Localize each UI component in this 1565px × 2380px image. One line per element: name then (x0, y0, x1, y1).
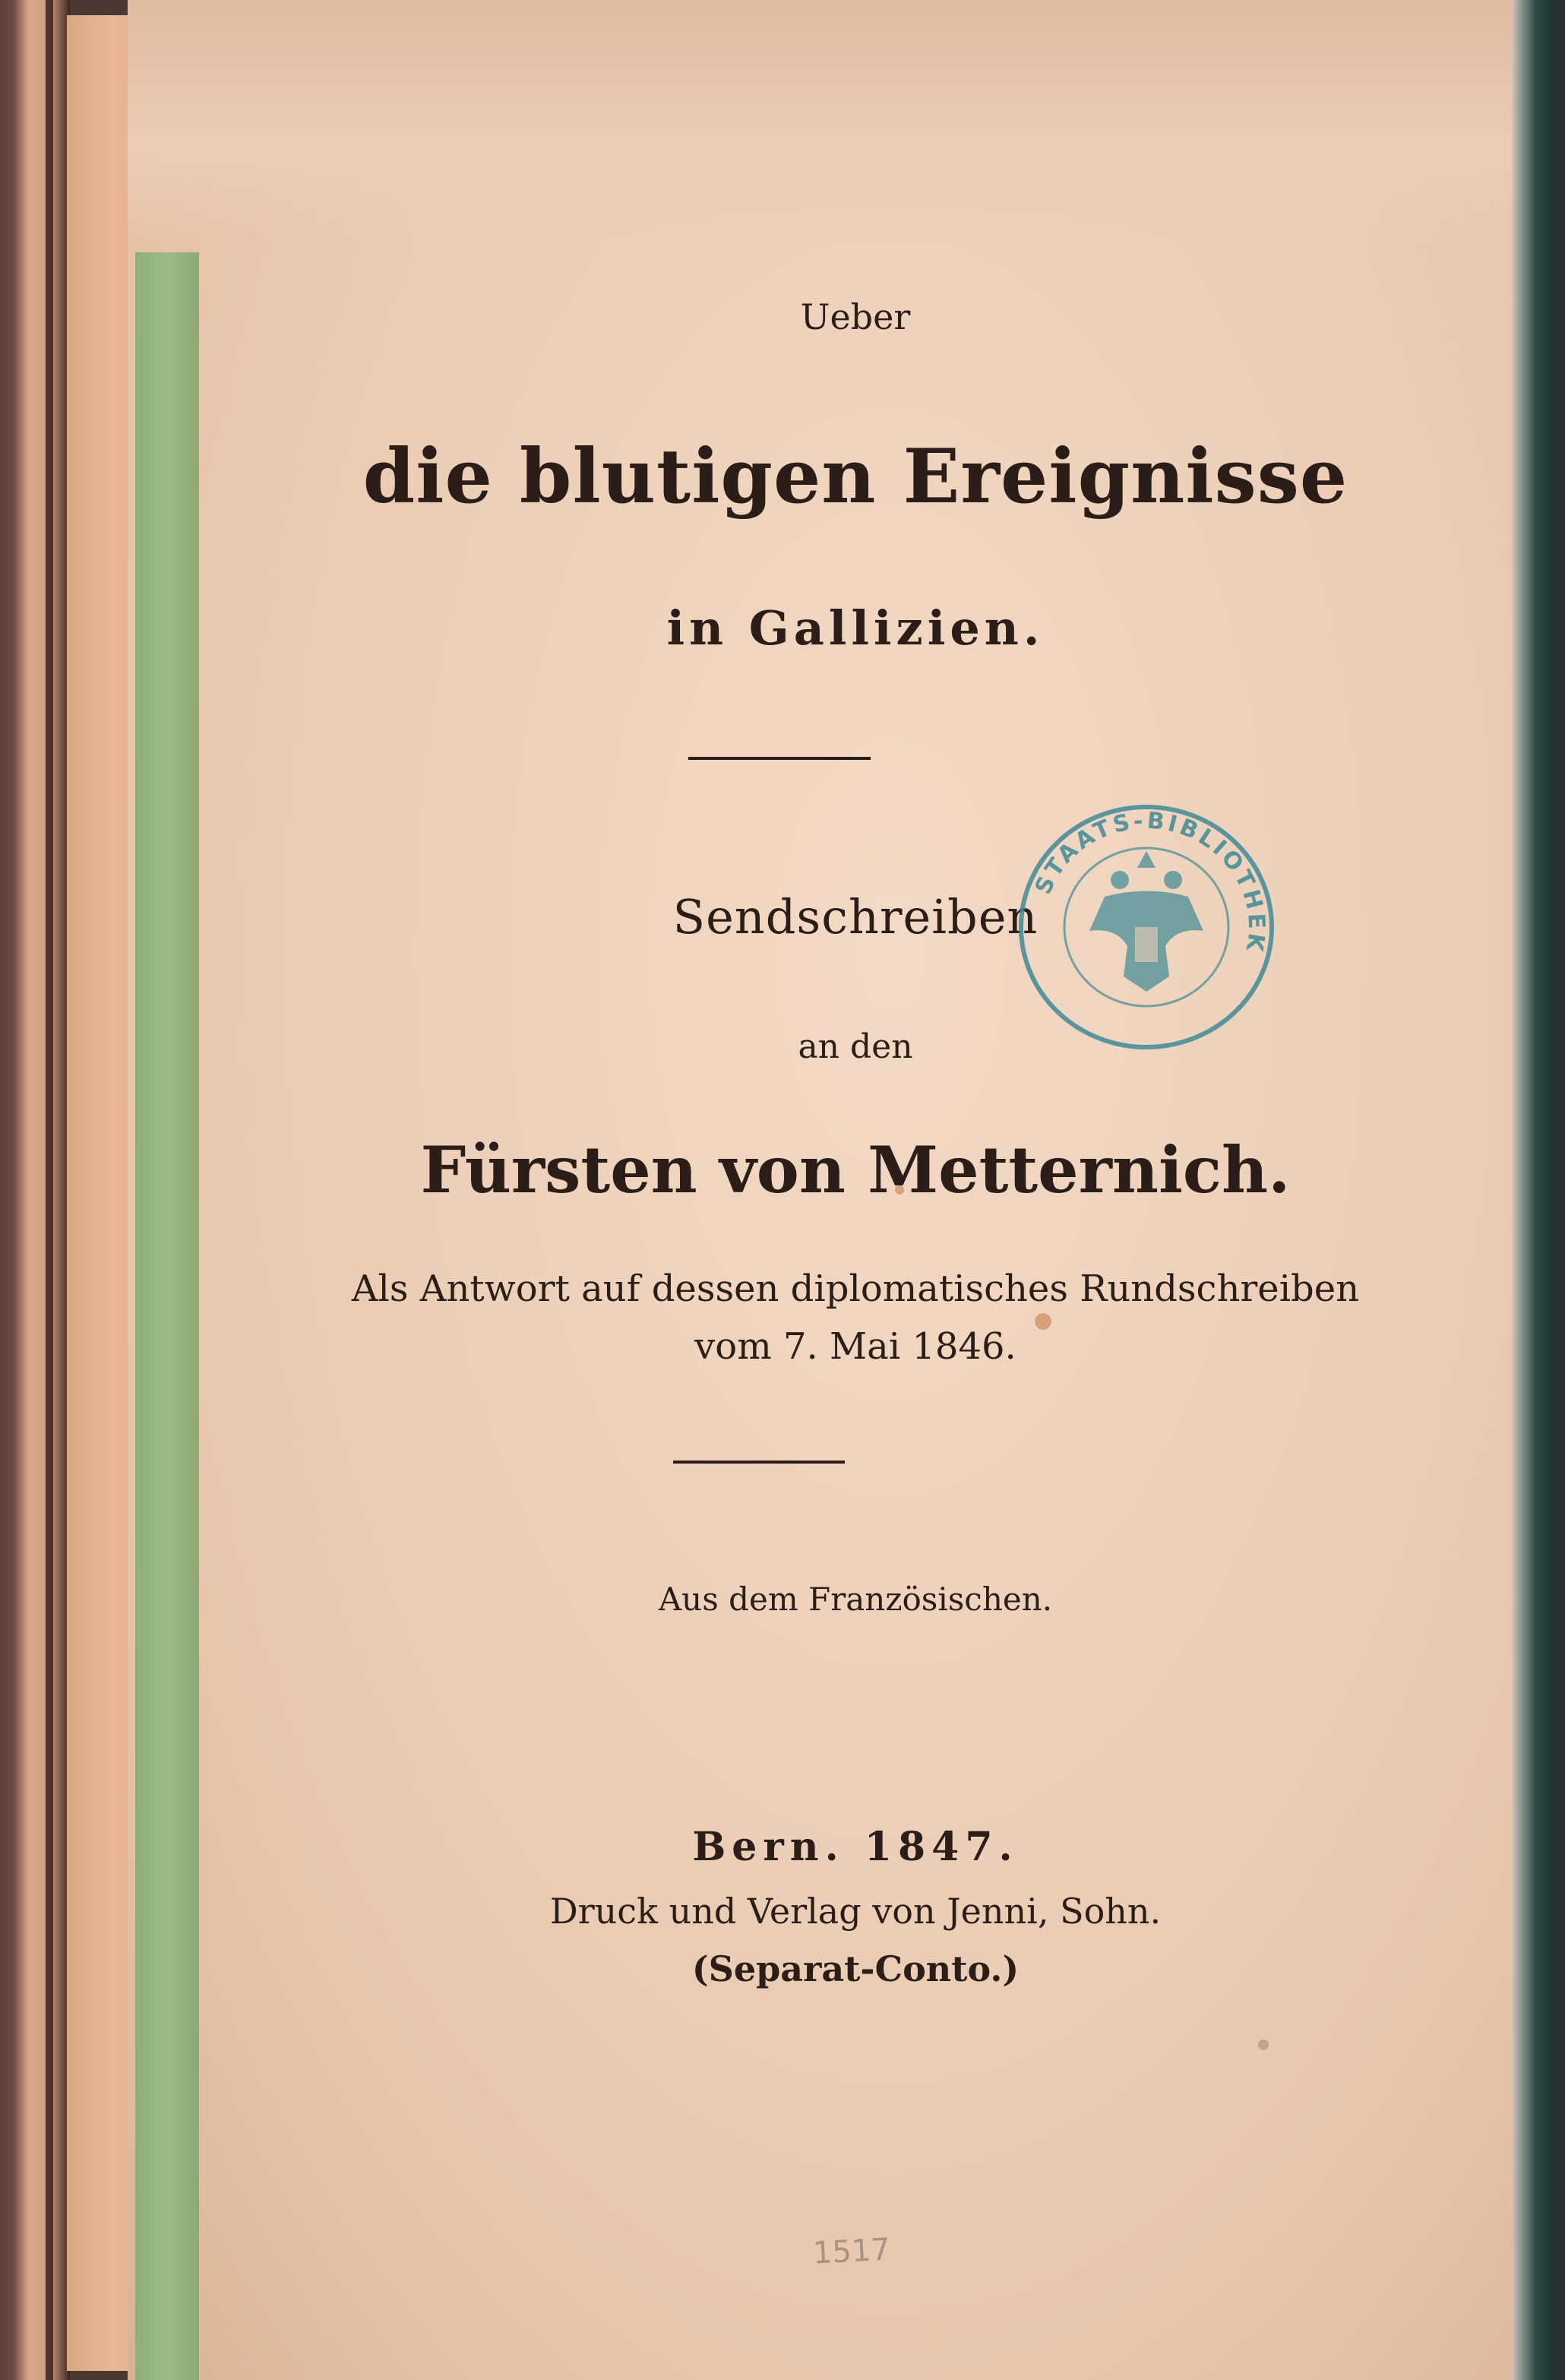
addressee: Fürsten von Metternich. (420, 1132, 1291, 1207)
double-headed-eagle-icon (1089, 851, 1203, 992)
book-spine (0, 0, 70, 2380)
spine-edge (46, 0, 53, 2380)
green-paper-strip (135, 252, 199, 2380)
subtitle-an-den: an den (798, 1027, 913, 1066)
title-location: in Gallizien. (666, 600, 1045, 656)
imprint-publisher: Druck und Verlag von Jenni, Sohn. (549, 1891, 1162, 1932)
stamp-ring-text: STAATS-BIBLIOTHEK (1029, 807, 1270, 956)
imprint-account: (Separat-Conto.) (691, 1948, 1020, 1989)
library-stamp (1013, 798, 1279, 1056)
back-cover-board (1512, 0, 1565, 2380)
title-page-text (199, 0, 1512, 2380)
imprint-place-year: Bern. 1847. (692, 1824, 1019, 1870)
reply-note-line-1: Als Antwort auf dessen diplomatisches Rundschreiben (351, 1268, 1360, 1310)
main-title: die blutigen Ereignisse (362, 433, 1348, 521)
translation-note: Aus dem Französischen. (658, 1581, 1053, 1618)
subtitle-sendschreiben: Sendschreiben (672, 889, 1039, 945)
divider-rule (673, 1461, 845, 1464)
title-prefix: Ueber (800, 296, 911, 337)
divider-rule (688, 757, 871, 760)
pencil-shelfmark: 1517 (811, 2232, 891, 2271)
reply-note-line-2: vom 7. Mai 1846. (694, 1325, 1016, 1368)
